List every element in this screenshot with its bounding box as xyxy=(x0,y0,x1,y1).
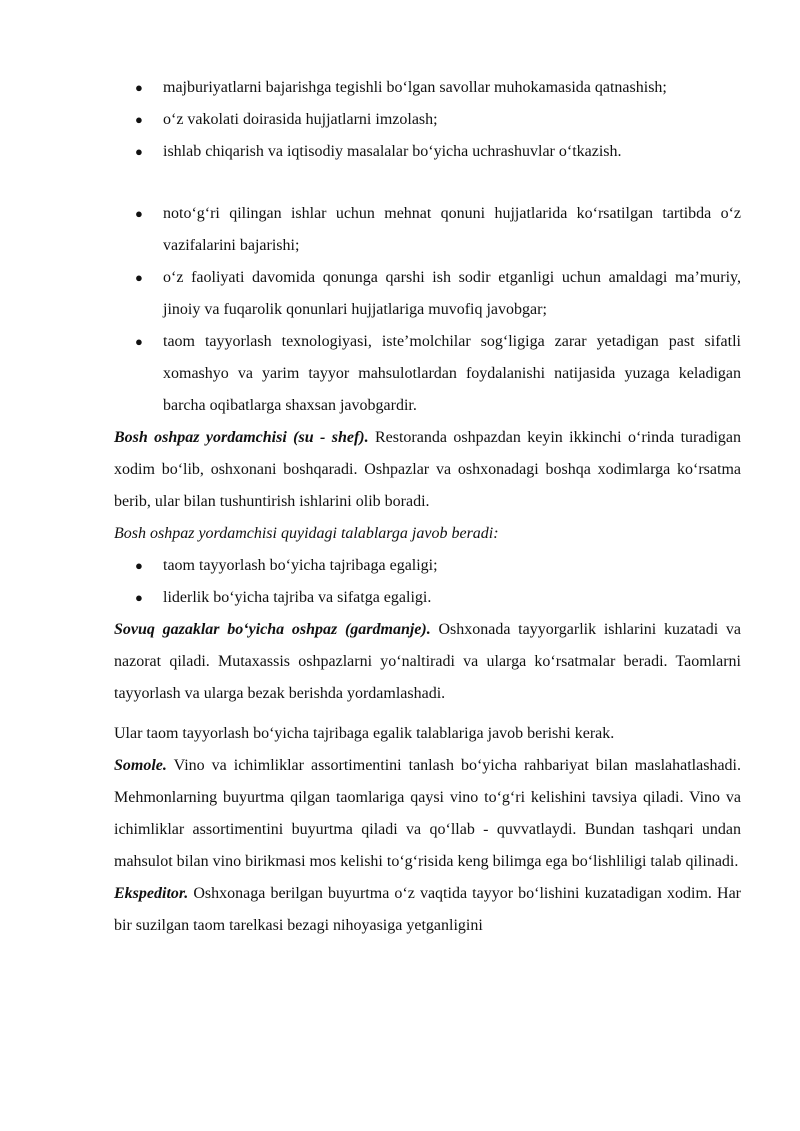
gardmanje-requirement: Ular taom tayyorlash bo‘yicha tajribaga egalik talablariga javob berishi kerak. xyxy=(114,725,615,742)
bullet-icon: ● xyxy=(135,206,143,221)
duties-list xyxy=(114,72,741,168)
gardmanje-paragraph xyxy=(114,614,741,710)
somole-paragraph xyxy=(114,750,741,878)
list-item: ● liderlik bo‘yicha tajriba va sifatga egaligi. xyxy=(114,582,741,614)
ekspeditor-paragraph xyxy=(114,878,741,942)
gardmanje-title: Sovuq gazaklar bo‘yicha oshpaz (gardmanje). xyxy=(114,621,431,638)
bullet-icon: ● xyxy=(135,590,143,605)
list-item: ● ishlab chiqarish va iqtisodiy masalalar bo‘yicha uchrashuvlar o‘tkazish. xyxy=(114,136,741,168)
sous-chef-requirements-intro: Bosh oshpaz yordamchisi quyidagi talablarga javob beradi: xyxy=(114,525,499,542)
sous-chef-requirements-list xyxy=(114,550,741,614)
list-item: ● taom tayyorlash bo‘yicha tajribaga egaligi; xyxy=(114,550,741,582)
bullet-icon: ● xyxy=(135,112,143,127)
bullet-icon: ● xyxy=(135,144,143,159)
bullet-icon: ● xyxy=(135,334,143,349)
list-item: ● o‘z faoliyati davomida qonunga qarshi ish sodir etganligi uchun amaldagi ma’muriy, jinoiy va fuqarolik qonunlari hujjatlariga muvofiq javobgar; xyxy=(114,262,741,326)
gardmanje-text: Oshxonada tayyorgarlik ishlarini kuzatadi va nazorat qiladi. Mutaxassis oshpazlarni yo‘naltiradi va ularga ko‘rsatmalar beradi. Taomlarni tayyorlash va ularga bezak berishda yordamlashadi. xyxy=(114,621,742,702)
ekspeditor-title: Ekspeditor. xyxy=(114,885,189,902)
list-item: ● o‘z vakolati doirasida hujjatlarni imzolash; xyxy=(114,104,741,136)
sous-chef-title: Bosh oshpaz yordamchisi (su - shef). xyxy=(114,429,369,446)
sous-chef-text: Restoranda oshpazdan keyin ikkinchi o‘rinda turadigan xodim bo‘lib, oshxonani boshqaradi. Oshpazlar va oshxonadagi boshqa xodimlarga ko‘rsatma berib, ular bilan tushuntirish ishlarini olib boradi. xyxy=(114,429,742,510)
spacer xyxy=(114,168,741,198)
somole-text: Vino va ichimliklar assortimentini tanlash bo‘yicha rahbariyat bilan maslahatlashadi. Mehmonlarning buyurtma qilgan taomlariga qaysi vino to‘g‘ri kelishini tavsiya qiladi. Vino va ichimliklar assortimentini buyurtma qiladi va qo‘llab - quvvatlaydi. Bundan tashqari undan mahsulot bilan vino birikmasi mos kelishi to‘g‘risida keng bilimga ega bo‘lishliligi talab qilinadi. xyxy=(114,757,741,870)
list-item: ● noto‘g‘ri qilingan ishlar uchun mehnat qonuni hujjatlarida ko‘rsatilgan tartibda o‘z vazifalarini bajarishi; xyxy=(114,198,741,262)
responsibilities-list xyxy=(114,198,741,422)
document-page xyxy=(114,72,741,942)
somole-title: Somole. xyxy=(114,757,167,774)
ekspeditor-text: Oshxonaga berilgan buyurtma o‘z vaqtida tayyor bo‘lishini kuzatadigan xodim. Har bir suzilgan taom tarelkasi bezagi nihoyasiga yetganligini xyxy=(114,885,741,934)
bullet-icon: ● xyxy=(135,558,143,573)
sous-chef-paragraph xyxy=(114,422,741,518)
bullet-icon: ● xyxy=(135,80,143,95)
list-item: ● taom tayyorlash texnologiyasi, iste’molchilar sog‘ligiga zarar yetadigan past sifatli xomashyo va yarim tayyor mahsulotlardan foydalanishi natijasida yuzaga keladigan barcha oqibatlarga shaxsan javobgardir. xyxy=(114,326,741,422)
list-item: ● majburiyatlarni bajarishga tegishli bo‘lgan savollar muhokamasida qatnashish; xyxy=(114,72,741,104)
bullet-icon: ● xyxy=(135,270,143,285)
